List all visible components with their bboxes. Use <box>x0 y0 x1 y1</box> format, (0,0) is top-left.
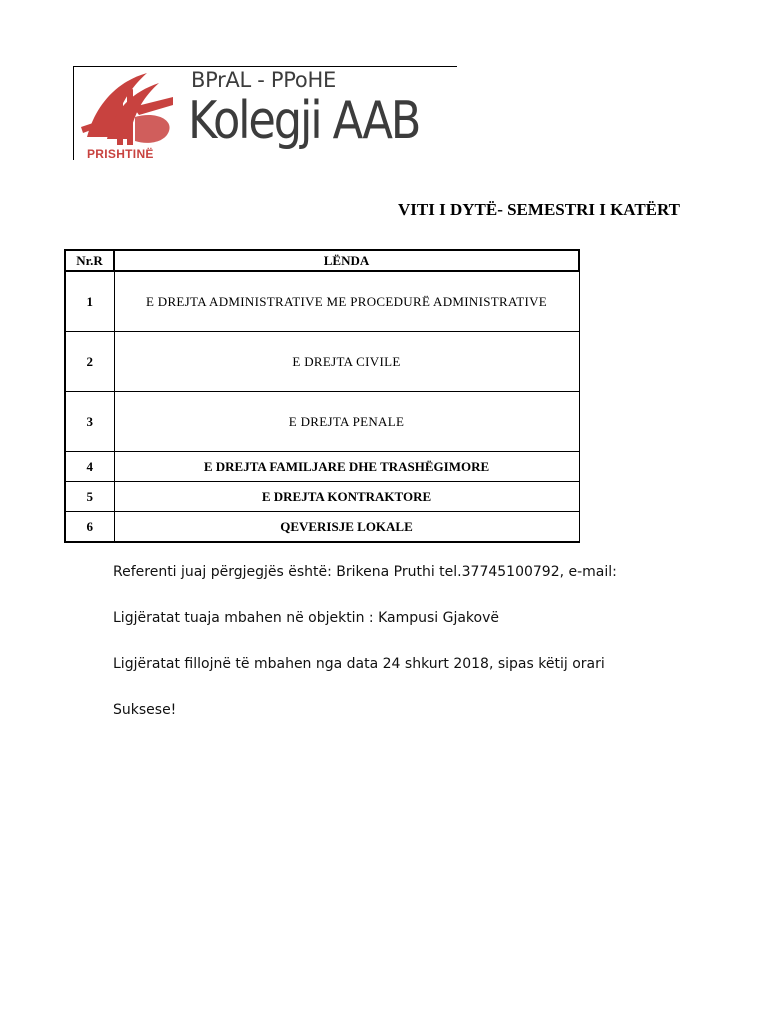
subject-name: QEVERISJE LOKALE <box>114 512 579 543</box>
row-number: 5 <box>65 482 114 512</box>
row-number: 4 <box>65 452 114 482</box>
column-header-subject: LËNDA <box>114 250 579 271</box>
row-number: 2 <box>65 332 114 392</box>
row-number: 1 <box>65 271 114 332</box>
table-header-row <box>65 250 579 271</box>
referent-text: Referenti juaj përgjegjës është: Brikena Pruthi tel.37745100792, e-mail: <box>113 564 617 580</box>
table-row <box>65 512 579 543</box>
logo-subtitle: BPrAL - PPoHE <box>191 68 336 92</box>
subject-name: E DREJTA PENALE <box>114 392 579 452</box>
closing-line <box>0 702 580 724</box>
table-row <box>65 271 579 332</box>
row-number: 6 <box>65 512 114 543</box>
row-number: 3 <box>65 392 114 452</box>
college-logo <box>73 66 457 160</box>
subjects-table <box>64 249 580 543</box>
logo-left-rule <box>73 66 74 160</box>
table-row <box>65 332 579 392</box>
referent-line <box>0 564 617 586</box>
subject-name: E DREJTA ADMINISTRATIVE ME PROCEDURË ADMINISTRATIVE <box>114 271 579 332</box>
column-header-nr: Nr.R <box>65 250 114 271</box>
aab-emblem-icon <box>77 67 177 159</box>
logo-city-label: PRISHTINË <box>87 147 154 161</box>
subject-name: E DREJTA CIVILE <box>114 332 579 392</box>
closing-text: Suksese! <box>113 702 177 718</box>
start-date-line <box>0 656 605 678</box>
location-text: Ligjëratat tuaja mbahen në objektin : Kampusi Gjakovë <box>113 610 499 626</box>
table-row <box>65 392 579 452</box>
table-row <box>65 482 579 512</box>
heading-container <box>0 200 681 226</box>
table-row <box>65 452 579 482</box>
subject-name: E DREJTA FAMILJARE DHE TRASHËGIMORE <box>114 452 579 482</box>
subject-name: E DREJTA KONTRAKTORE <box>114 482 579 512</box>
page-heading: VITI I DYTË- SEMESTRI I KATËRT <box>398 200 681 219</box>
location-line <box>0 610 580 632</box>
start-date-text: Ligjëratat fillojnë të mbahen nga data 24 shkurt 2018, sipas këtij orari <box>113 656 605 672</box>
logo-title: Kolegji AAB <box>188 91 420 151</box>
